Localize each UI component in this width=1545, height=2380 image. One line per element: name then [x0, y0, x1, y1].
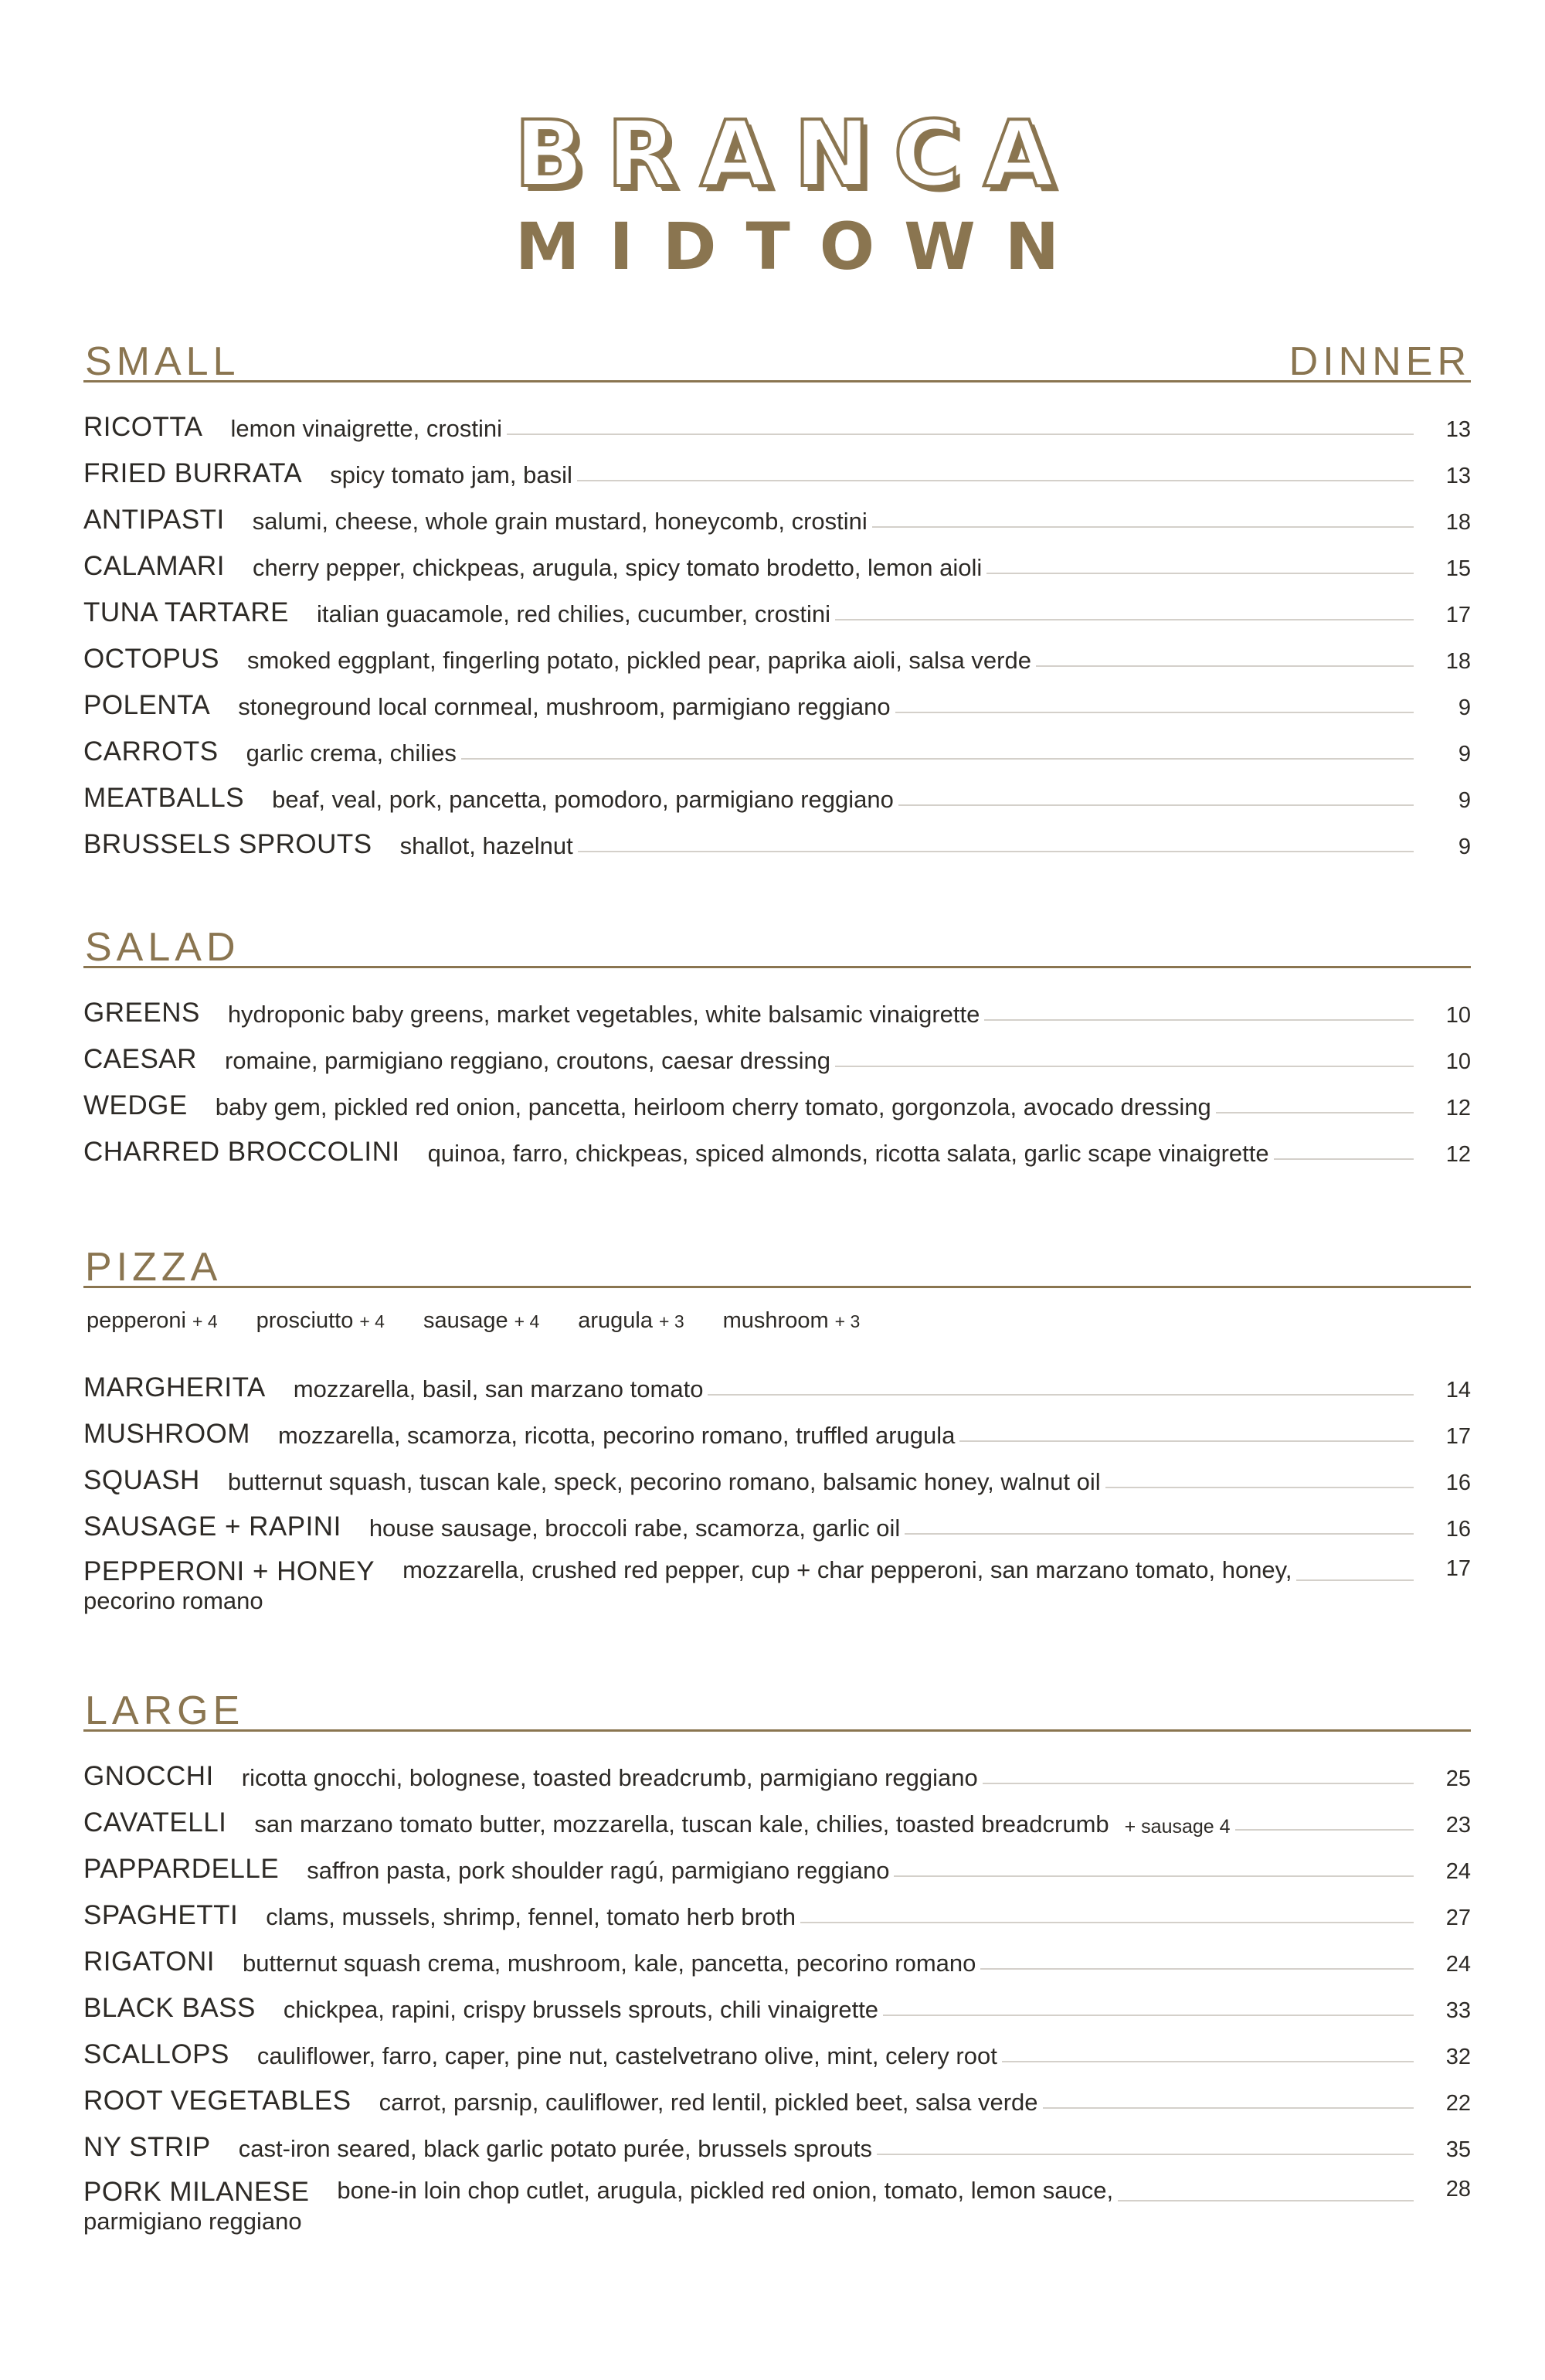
item-description: clams, mussels, shrimp, fennel, tomato herb broth — [266, 1903, 796, 1930]
leader-line — [883, 2014, 1414, 2016]
item-name: SQUASH — [83, 1465, 200, 1495]
item-price: 28 — [1445, 2177, 1471, 2202]
item-name: RICOTTA — [83, 412, 203, 442]
item-price: 10 — [1445, 1003, 1471, 1028]
menu-item — [83, 814, 1471, 860]
item-description: lemon vinaigrette, crostini — [230, 415, 503, 442]
item-description: stoneground local cornmeal, mushroom, parmigiano reggiano — [238, 693, 891, 720]
addon-name: sausage — [423, 1308, 508, 1333]
item-description: ricotta gnocchi, bolognese, toasted breadcrumb, parmigiano reggiano — [241, 1764, 978, 1791]
item-description: shallot, hazelnut — [399, 832, 573, 859]
item-name: ANTIPASTI — [83, 505, 225, 535]
leader-line — [898, 804, 1414, 806]
item-price: 13 — [1445, 417, 1471, 442]
leader-line — [1274, 1158, 1414, 1160]
item-price: 9 — [1458, 788, 1471, 813]
item-description: house sausage, broccoli rabe, scamorza, garlic oil — [368, 1515, 901, 1542]
leader-line — [835, 619, 1414, 620]
menu-item — [83, 1403, 1471, 1450]
leader-line — [905, 1533, 1414, 1535]
item-name: BLACK BASS — [83, 1993, 256, 2023]
leader-line — [986, 573, 1414, 574]
section-pizza — [83, 1239, 1471, 1612]
leader-line — [1235, 1829, 1414, 1831]
item-description-continued: parmigiano reggiano — [83, 2208, 302, 2235]
leader-line — [872, 526, 1414, 528]
item-description: garlic crema, chilies — [246, 740, 457, 767]
item-price: 15 — [1445, 556, 1471, 581]
item-name: PORK MILANESE — [83, 2177, 310, 2207]
item-description: mozzarella, crushed red pepper, cup + char pepperoni, san marzano tomato, honey, — [402, 1556, 1292, 1583]
pizza-addon — [87, 1308, 218, 1334]
menu-item — [83, 675, 1471, 721]
item-name: MEATBALLS — [83, 783, 245, 813]
menu-item — [83, 1977, 1471, 2024]
item-price: 12 — [1445, 1096, 1471, 1120]
menu-item — [83, 1496, 1471, 1542]
leader-line — [1118, 2200, 1414, 2202]
item-description: saffron pasta, pork shoulder ragú, parmigiano reggiano — [307, 1857, 890, 1884]
addon-price: + 4 — [359, 1311, 385, 1331]
section-large — [83, 1683, 1471, 2235]
menu-item — [83, 1075, 1471, 1121]
item-price: 24 — [1445, 1859, 1471, 1884]
item-name: OCTOPUS — [83, 644, 219, 674]
item-name: MUSHROOM — [83, 1419, 250, 1449]
menu-item — [83, 1792, 1471, 1838]
pizza-addons — [83, 1308, 1471, 1334]
item-price: 13 — [1445, 464, 1471, 488]
item-price: 16 — [1445, 1470, 1471, 1495]
addon-price: + 4 — [514, 1311, 540, 1331]
item-name: RIGATONI — [83, 1946, 215, 1977]
item-price: 33 — [1445, 1998, 1471, 2023]
leader-line — [1216, 1112, 1414, 1114]
item-price: 12 — [1445, 1142, 1471, 1167]
leader-line — [800, 1922, 1414, 1923]
leader-line — [877, 2154, 1414, 2155]
menu-type-label: DINNER — [1289, 339, 1471, 384]
pizza-addon — [723, 1308, 861, 1334]
pizza-addon — [256, 1308, 385, 1334]
item-price: 9 — [1458, 695, 1471, 720]
leader-line — [1036, 665, 1414, 667]
item-list — [83, 982, 1471, 1168]
item-name: CAVATELLI — [83, 1807, 227, 1838]
item-name: MARGHERITA — [83, 1372, 266, 1402]
menu-item — [83, 628, 1471, 675]
item-price: 9 — [1458, 742, 1471, 767]
item-name: SPAGHETTI — [83, 1900, 239, 1930]
item-description: butternut squash, tuscan kale, speck, pecorino romano, balsamic honey, walnut oil — [227, 1468, 1101, 1495]
item-description: italian guacamole, red chilies, cucumber, crostini — [316, 600, 831, 627]
item-description: cast-iron seared, black garlic potato purée, brussels sprouts — [238, 2135, 872, 2162]
item-price: 25 — [1445, 1766, 1471, 1791]
item-description: bone-in loin chop cutlet, arugula, pickled red onion, tomato, lemon sauce, — [337, 2177, 1114, 2204]
item-name: CARROTS — [83, 736, 219, 767]
item-description-continued: pecorino romano — [83, 1587, 263, 1614]
menu-item — [83, 396, 1471, 443]
item-price: 16 — [1445, 1517, 1471, 1542]
addon-name: arugula — [578, 1308, 654, 1333]
item-price: 23 — [1445, 1813, 1471, 1838]
leader-line — [507, 434, 1414, 435]
menu-item — [83, 443, 1471, 489]
section-title: SALAD — [85, 925, 240, 970]
leader-line — [984, 1019, 1414, 1021]
menu-item — [83, 489, 1471, 536]
item-list — [83, 1357, 1471, 1612]
item-name: GREENS — [83, 998, 200, 1028]
addon-price: + 4 — [192, 1311, 218, 1331]
section-header — [83, 334, 1471, 382]
menu-item — [83, 1121, 1471, 1168]
item-description: mozzarella, basil, san marzano tomato — [293, 1375, 704, 1402]
menu-item — [83, 2116, 1471, 2163]
item-name: BRUSSELS SPROUTS — [83, 829, 372, 859]
item-name: SAUSAGE + RAPINI — [83, 1511, 341, 1542]
leader-line — [895, 712, 1414, 713]
item-price: 9 — [1458, 835, 1471, 859]
item-description: salumi, cheese, whole grain mustard, honeycomb, crostini — [252, 508, 868, 535]
menu-item — [83, 1838, 1471, 1885]
addon-price: + 3 — [659, 1311, 684, 1331]
item-price: 17 — [1445, 1556, 1471, 1581]
addon-name: pepperoni — [87, 1308, 186, 1333]
section-salad — [83, 920, 1471, 1168]
pizza-addon — [423, 1308, 539, 1334]
section-header — [83, 1683, 1471, 1732]
item-description: butternut squash crema, mushroom, kale, pancetta, pecorino romano — [242, 1950, 976, 1977]
menu-item — [83, 1450, 1471, 1496]
item-price: 17 — [1445, 1424, 1471, 1449]
section-header — [83, 920, 1471, 968]
menu-item — [83, 982, 1471, 1028]
item-description: chickpea, rapini, crispy brussels sprouts, chili vinaigrette — [283, 1996, 879, 2023]
menu-item — [83, 1885, 1471, 1931]
item-price: 35 — [1445, 2137, 1471, 2162]
logo-midtown: MIDTOWN — [514, 209, 1089, 284]
item-name: POLENTA — [83, 690, 211, 720]
item-price: 18 — [1445, 649, 1471, 674]
menu-item — [83, 1746, 1471, 1792]
section-small — [83, 334, 1471, 860]
menu-item — [83, 1542, 1471, 1612]
pizza-addon — [578, 1308, 684, 1334]
item-price: 32 — [1445, 2045, 1471, 2069]
menu-item — [83, 1357, 1471, 1403]
menu-item — [83, 2024, 1471, 2070]
item-name: CHARRED BROCCOLINI — [83, 1137, 400, 1167]
item-name: ROOT VEGETABLES — [83, 2086, 351, 2116]
item-price: 17 — [1445, 603, 1471, 627]
item-description: quinoa, farro, chickpeas, spiced almonds, ricotta salata, garlic scape vinaigrette — [427, 1140, 1269, 1167]
item-price: 10 — [1445, 1049, 1471, 1074]
item-description: baby gem, pickled red onion, pancetta, heirloom cherry tomato, gorgonzola, avocado dressing — [215, 1093, 1211, 1120]
leader-line — [1105, 1487, 1414, 1488]
menu-item — [83, 767, 1471, 814]
section-title: SMALL — [85, 339, 240, 384]
leader-line — [980, 1968, 1414, 1970]
item-name: NY STRIP — [83, 2132, 211, 2162]
item-price: 24 — [1445, 1952, 1471, 1977]
item-description: mozzarella, scamorza, ricotta, pecorino romano, truffled arugula — [277, 1422, 956, 1449]
leader-line — [708, 1394, 1414, 1396]
leader-line — [461, 758, 1414, 760]
item-price: 22 — [1445, 2091, 1471, 2116]
menu-item — [83, 582, 1471, 628]
section-title: PIZZA — [85, 1245, 222, 1290]
item-description: hydroponic baby greens, market vegetables, white balsamic vinaigrette — [227, 1001, 980, 1028]
item-name: CALAMARI — [83, 551, 225, 581]
section-header — [83, 1239, 1471, 1288]
item-name: TUNA TARTARE — [83, 597, 289, 627]
item-name: PEPPERONI + HONEY — [83, 1556, 375, 1586]
item-name: WEDGE — [83, 1090, 188, 1120]
leader-line — [959, 1440, 1414, 1442]
menu-item — [83, 1931, 1471, 1977]
item-name: GNOCCHI — [83, 1761, 214, 1791]
item-price: 18 — [1445, 510, 1471, 535]
menu-item — [83, 536, 1471, 582]
item-description: romaine, parmigiano reggiano, croutons, caesar dressing — [224, 1047, 830, 1074]
leader-line — [983, 1783, 1414, 1784]
item-description: cherry pepper, chickpeas, arugula, spicy tomato brodetto, lemon aioli — [252, 554, 983, 581]
leader-line — [894, 1875, 1414, 1877]
logo-branca: BRANCA — [514, 100, 1078, 207]
menu-item — [83, 1028, 1471, 1075]
addon-name: mushroom — [722, 1308, 829, 1333]
item-list — [83, 396, 1471, 860]
leader-line — [578, 851, 1414, 852]
item-description: san marzano tomato butter, mozzarella, tuscan kale, chilies, toasted breadcrumb — [254, 1810, 1109, 1838]
addon-price: + 3 — [834, 1311, 861, 1331]
item-price: 14 — [1445, 1378, 1471, 1402]
item-name: SCALLOPS — [83, 2039, 229, 2069]
item-description: carrot, parsnip, cauliflower, red lentil, pickled beet, salsa verde — [379, 2089, 1038, 2116]
item-name: CAESAR — [83, 1044, 197, 1074]
item-description: beaf, veal, pork, pancetta, pomodoro, parmigiano reggiano — [272, 786, 894, 813]
item-list — [83, 1746, 1471, 2235]
leader-line — [1002, 2061, 1414, 2062]
item-name: PAPPARDELLE — [83, 1854, 280, 1884]
menu-item — [83, 2163, 1471, 2235]
section-title: LARGE — [85, 1688, 245, 1733]
item-description: smoked eggplant, fingerling potato, pickled pear, paprika aioli, salsa verde — [246, 647, 1031, 674]
leader-line — [577, 480, 1414, 481]
item-description: cauliflower, farro, caper, pine nut, castelvetrano olive, mint, celery root — [256, 2042, 997, 2069]
menu-item — [83, 2070, 1471, 2116]
item-name: FRIED BURRATA — [83, 458, 303, 488]
item-addon: + sausage 4 — [1124, 1816, 1231, 1838]
item-price: 27 — [1445, 1906, 1471, 1930]
menu-item — [83, 721, 1471, 767]
leader-line — [1296, 1579, 1414, 1581]
leader-line — [835, 1066, 1414, 1067]
leader-line — [1043, 2107, 1414, 2109]
addon-name: prosciutto — [256, 1308, 354, 1333]
item-description: spicy tomato jam, basil — [330, 461, 572, 488]
